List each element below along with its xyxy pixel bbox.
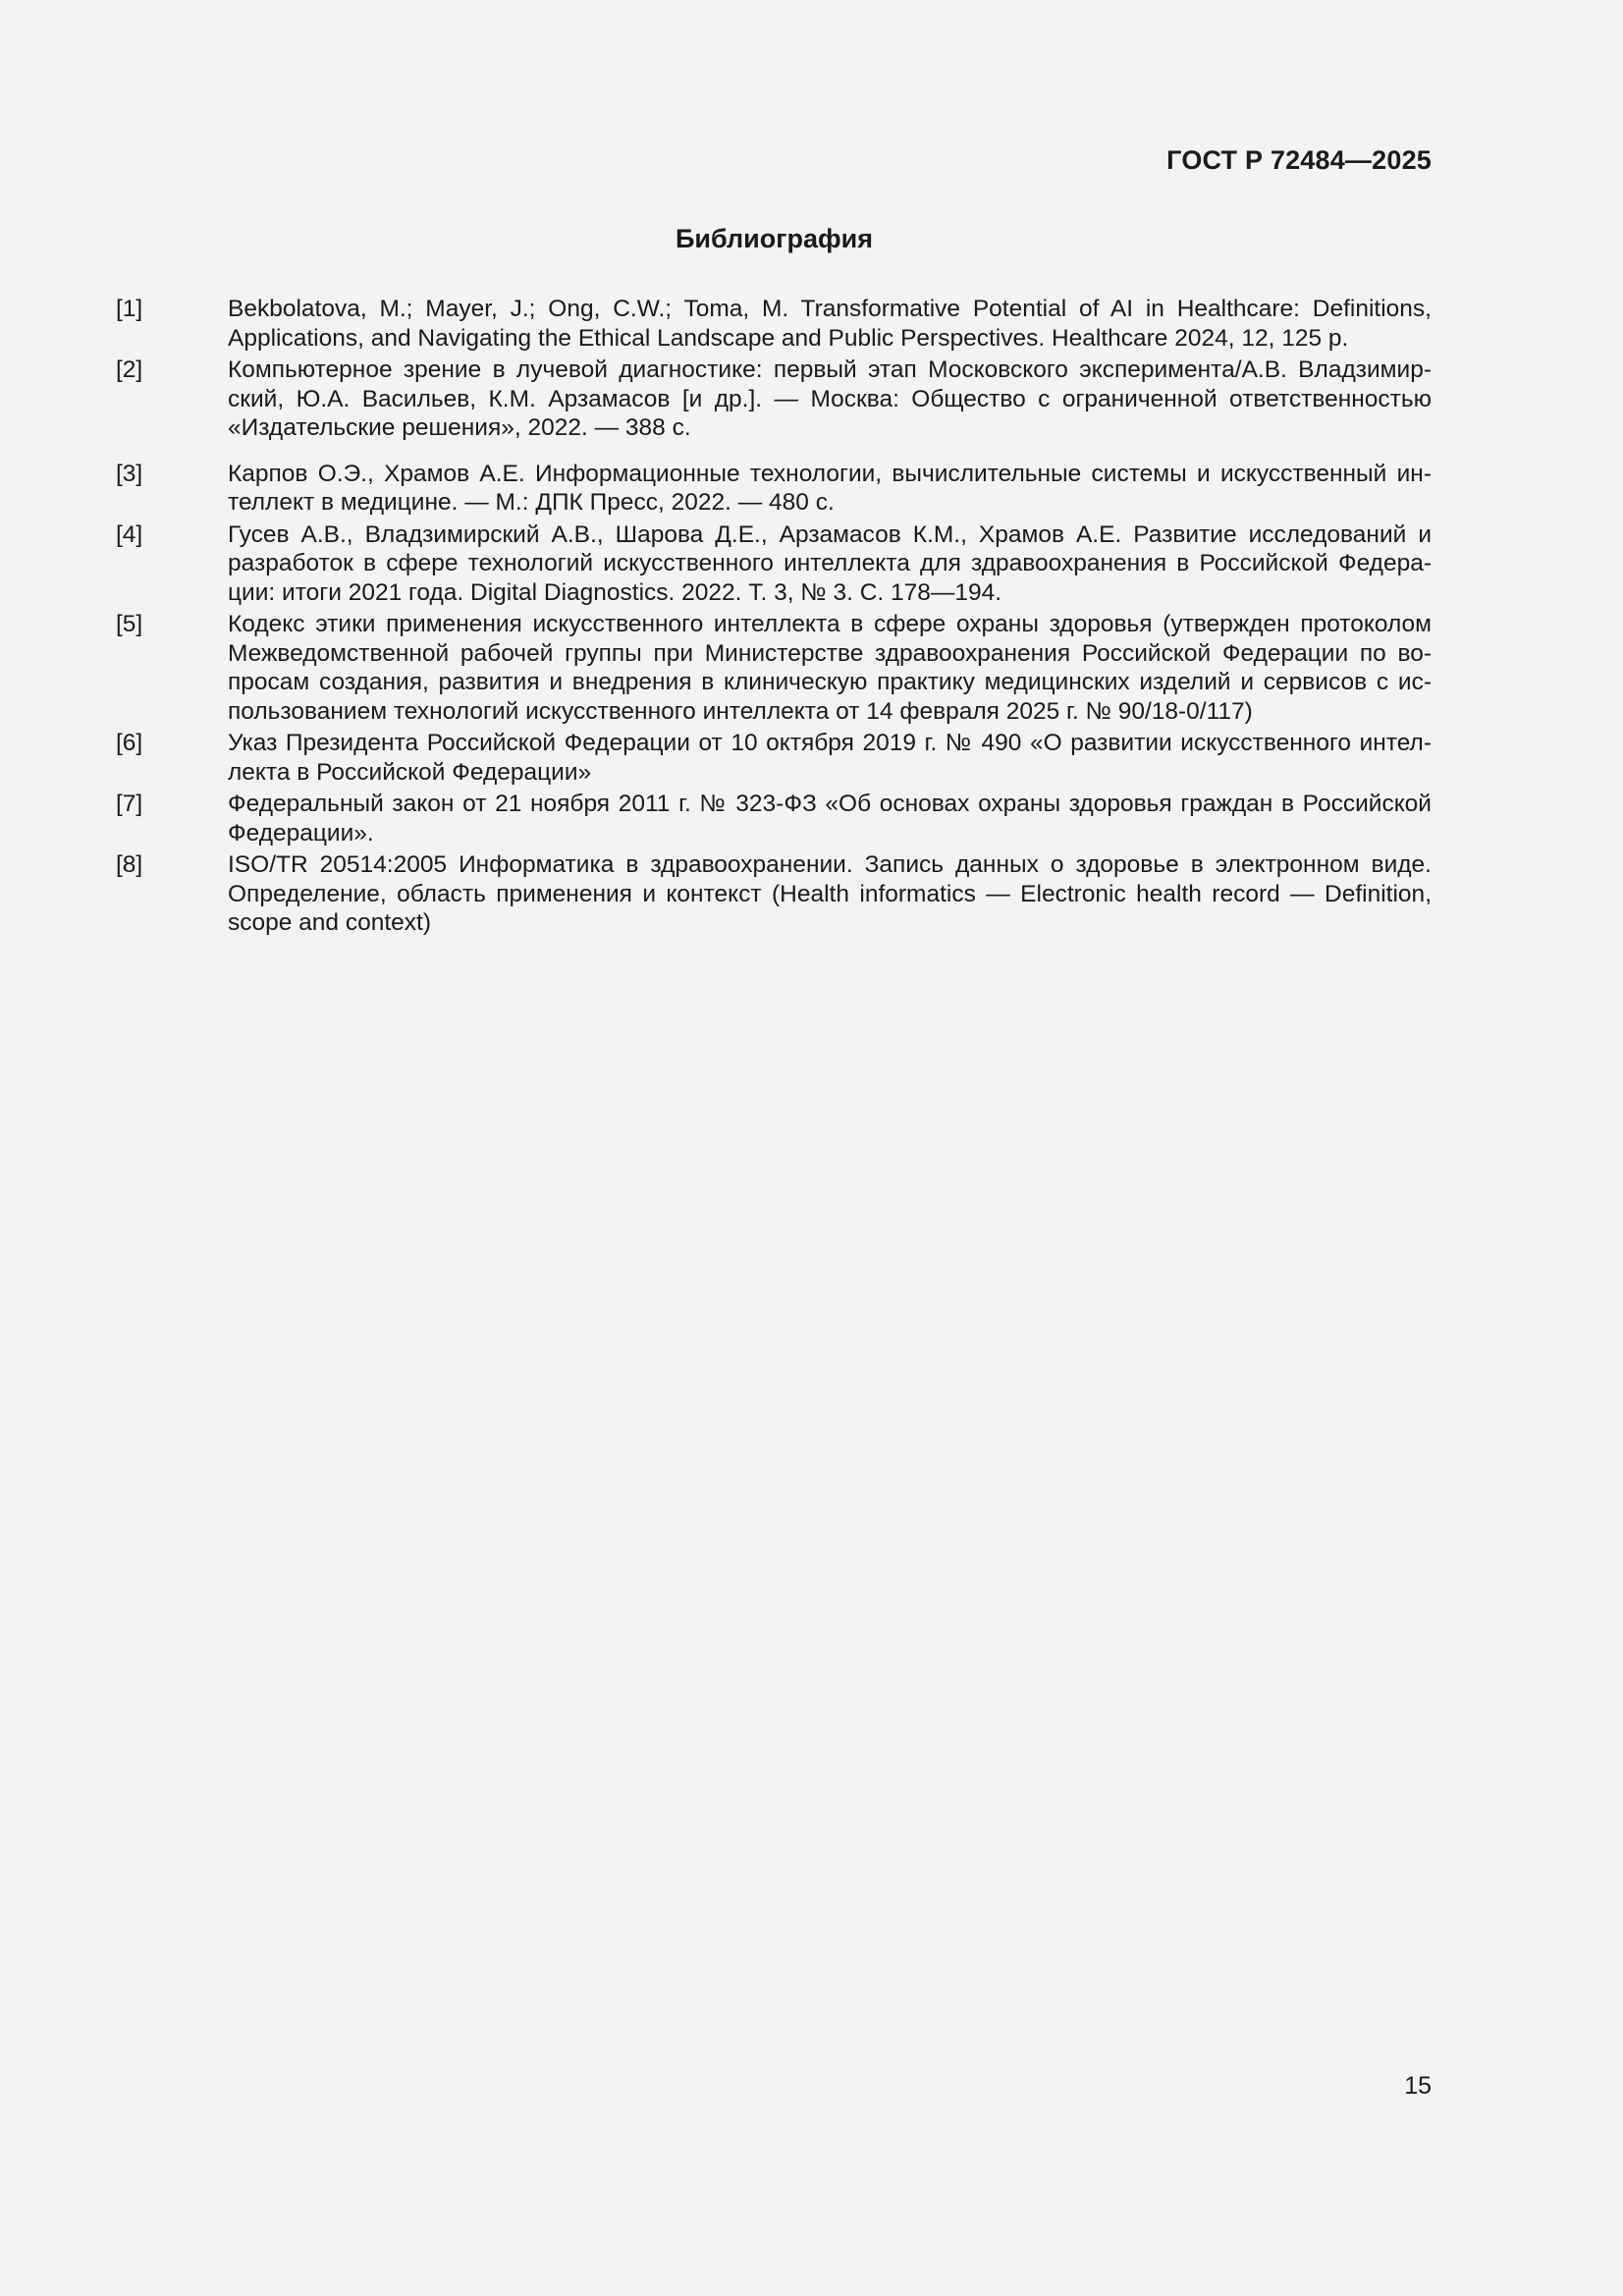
bibliography-entry-2 xyxy=(116,355,1432,443)
entry-text: Гусев А.В., Владзимирский А.В., Шарова Д.Е., Арзамасов К.М., Храмов А.Е. Развитие исследований и разработок в сфере технологий искусственного интеллекта для здравоохранения в Российской Федерации: итоги 2021 года. Digital Diagnostics. 2022. Т. 3, № 3. С. 178—194. xyxy=(228,520,1432,606)
entry-number: [1] xyxy=(116,296,143,322)
bibliography-entry-6 xyxy=(116,729,1432,787)
bibliography-entry-5 xyxy=(116,610,1432,726)
bibliography-entry-4 xyxy=(116,520,1432,608)
bibliography-list xyxy=(116,295,1432,941)
bibliography-entry-7 xyxy=(116,790,1432,847)
entry-number: [7] xyxy=(116,791,143,817)
entry-text: Федеральный закон от 21 ноября 2011 г. № 323-ФЗ «Об основах охраны здоровья граждан в Российской Федерации». xyxy=(228,791,1432,847)
entry-number: [4] xyxy=(116,520,143,548)
entry-text: Компьютерное зрение в лучевой диагностике: первый этап Московского эксперимента/А.В. Владзимирский, Ю.А. Васильев, К.М. Арзамасов [и др.]. — Москва: Общество с ограниченной ответственностью «Издательские решения», 2022. — 388 с. xyxy=(228,356,1432,441)
document-code: ГОСТ Р 72484—2025 xyxy=(1166,145,1432,175)
bibliography-entry-3 xyxy=(116,460,1432,518)
entry-text: Указ Президента Российской Федерации от 10 октября 2019 г. № 490 «О развитии искусственного интеллекта в Российской Федерации» xyxy=(228,730,1432,786)
entry-text: Bekbolatova, M.; Mayer, J.; Ong, C.W.; Toma, M. Transformative Potential of AI in Healthcare: Definitions, Applications, and Navigating the Ethical Landscape and Public Perspectives. Healthcare 2024, 12, 125 p. xyxy=(228,296,1432,352)
section-title: Библиография xyxy=(676,224,873,253)
entry-text: Карпов О.Э., Храмов А.Е. Информационные технологии, вычислительные системы и искусственный интеллект в медицине. — М.: ДПК Пресс, 2022. — 480 с. xyxy=(228,460,1432,516)
page-number: 15 xyxy=(1404,2072,1432,2100)
entry-number: [8] xyxy=(116,851,143,878)
entry-number: [3] xyxy=(116,460,143,487)
bibliography-entry-8 xyxy=(116,850,1432,938)
entry-number: [2] xyxy=(116,356,143,383)
entry-text: ISO/TR 20514:2005 Информатика в здравоохранении. Запись данных о здоровье в электронном виде. Определение, область применения и контекст (Health informatics — Electronic health record — Definition, scope and context) xyxy=(228,851,1432,936)
bibliography-entry-1 xyxy=(116,295,1432,353)
entry-number: [5] xyxy=(116,611,143,637)
entry-text: Кодекс этики применения искусственного интеллекта в сфере охраны здоровья (утвержден протоколом Межведомственной рабочей группы при Министерстве здравоохранения Российской Федерации по вопросам создания, развития и внедрения в клиническую практику медицинских изделий и сервисов с использованием технологий искусственного интеллекта от 14 февраля 2025 г. № 90/18-0/117) xyxy=(228,611,1432,725)
entry-number: [6] xyxy=(116,730,143,756)
